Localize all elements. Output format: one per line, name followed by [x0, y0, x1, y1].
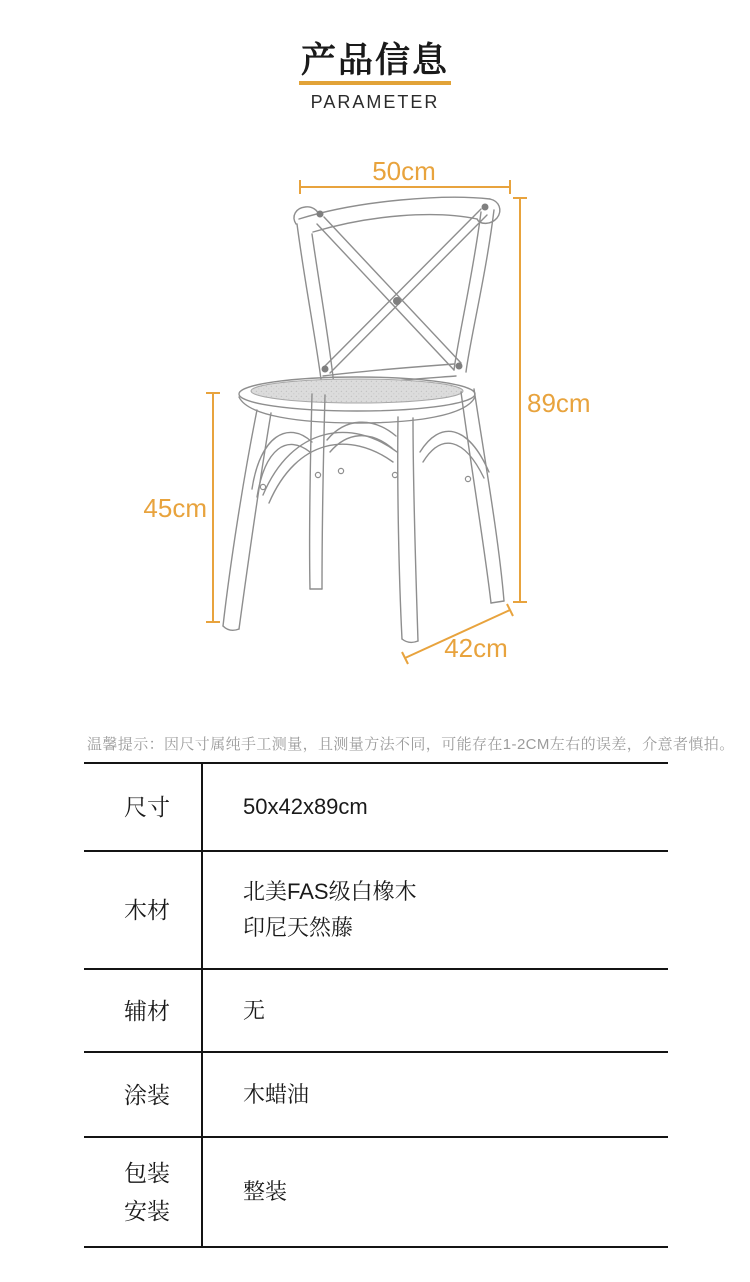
- title-underline: [299, 81, 451, 85]
- measurement-notice: 温馨提示：因尺寸属纯手工测量，且测量方法不同，可能存在1-2CM左右的误差，介意者慎拍。: [87, 736, 735, 753]
- spec-value: 无: [243, 997, 266, 1023]
- spec-label: 包装 安装: [84, 1138, 203, 1246]
- spec-value: 木蜡油: [243, 1081, 310, 1107]
- chair-illustration: [223, 197, 504, 642]
- page-subtitle: PARAMETER: [310, 92, 440, 112]
- depth-dimension-label: 42cm: [444, 633, 508, 663]
- spec-table: [84, 762, 668, 1248]
- spec-label: 木材: [84, 852, 203, 968]
- back-height-dimension-line: [513, 198, 527, 602]
- spec-row-auxiliary: [84, 970, 668, 1053]
- spec-row-coating: [84, 1053, 668, 1138]
- spec-value: 50x42x89cm: [243, 794, 368, 819]
- page-title: 产品信息: [300, 41, 449, 80]
- spec-value: 整装: [243, 1179, 288, 1204]
- back-height-dimension-label: 89cm: [527, 388, 591, 418]
- spec-row-wood: [84, 852, 668, 970]
- spec-value: 北美FAS级白橡木 印尼天然藤: [243, 879, 417, 940]
- spec-row-packaging-assembly: [84, 1138, 668, 1246]
- spec-label: 涂装: [84, 1053, 203, 1136]
- spec-row-size: [84, 764, 668, 852]
- spec-label: 尺寸: [84, 764, 203, 850]
- chair-dimension-diagram: [0, 140, 750, 700]
- seat-height-dimension-line: [206, 393, 220, 622]
- seat-height-dimension-label: 45cm: [143, 493, 207, 523]
- width-dimension-label: 50cm: [372, 156, 436, 186]
- spec-label: 辅材: [84, 970, 203, 1051]
